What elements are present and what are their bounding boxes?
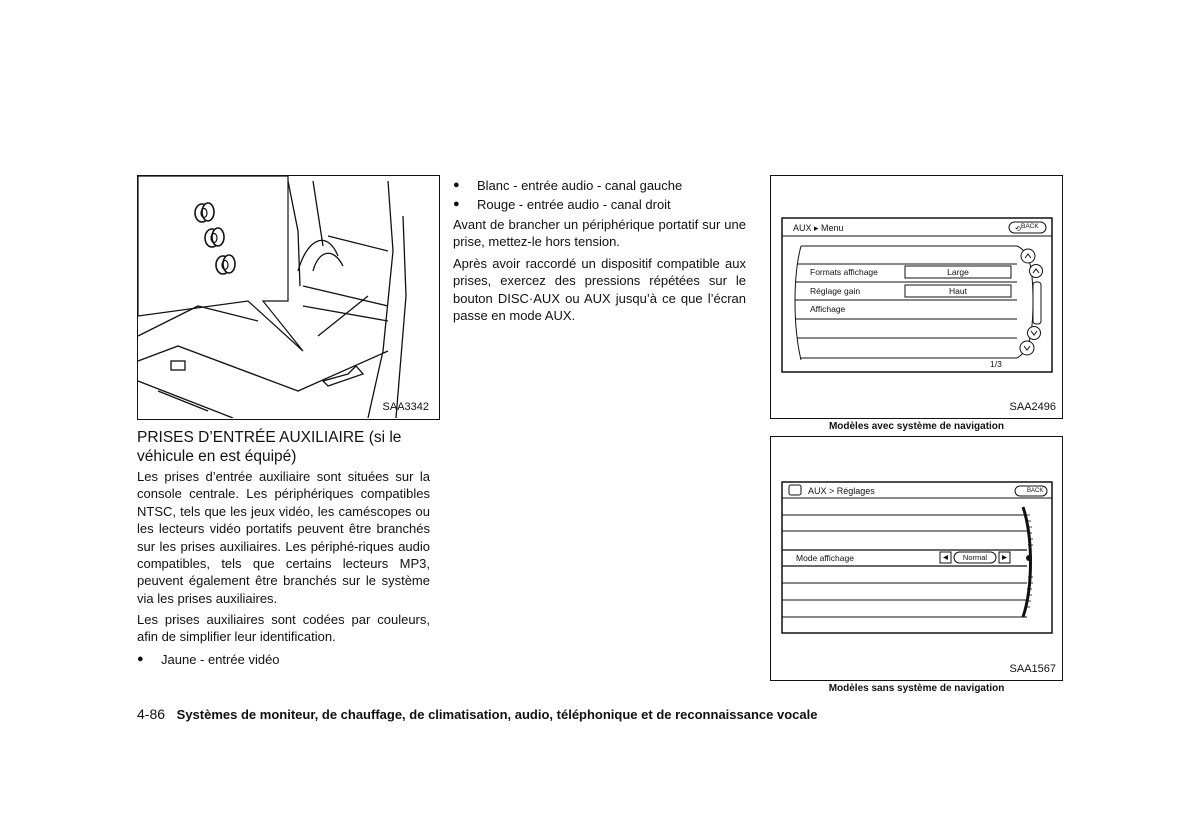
- row-label-mode-affichage[interactable]: Mode affichage: [796, 553, 854, 563]
- nonav-screen-figure: [770, 436, 1063, 681]
- figure-code: SAA3342: [382, 401, 429, 413]
- row-label-affichage[interactable]: Affichage: [810, 304, 846, 314]
- bullet-dot-icon: ●: [453, 198, 460, 210]
- footer-title: Systèmes de moniteur, de chauffage, de climatisation, audio, téléphonique et de reconnaissance vocale: [176, 707, 818, 722]
- bullet-yellow-video: ● Jaune - entrée vidéo: [137, 652, 280, 667]
- nav-aux-menu-screen: [771, 176, 1061, 417]
- paragraph-location: Les prises d’entrée auxiliaire sont situées sur la console centrale. Les périphériques compatibles NTSC, tels que les jeux vidéo, les caméscopes ou les lecteurs vidéo portatifs peuvent être branchés sur les prises auxiliaires. Les périphé-riques audio compatibles, tels que certains lecteurs MP3, peuvent également être branchés sur le système via les prises auxiliaires.: [137, 469, 430, 606]
- section-heading-line-1: PRISES D’ENTRÉE AUXILIAIRE (si le: [137, 429, 402, 446]
- paragraph-aux-mode: Après avoir raccordé un dispositif compatible aux prises, exercez des pressions répétées sur le bouton DISC·AUX ou AUX jusqu’à ce que l’écran passe en mode AUX.: [453, 256, 746, 324]
- paragraph-color-coding: Les prises auxiliaires sont codées par couleurs, afin de simplifier leur identification.: [137, 612, 430, 645]
- back-button[interactable]: BACK: [1027, 488, 1044, 494]
- paragraph-power-off: Avant de brancher un périphérique portatif sur une prise, mettez-le hors tension.: [453, 217, 746, 250]
- page-footer: [137, 706, 817, 722]
- row-value-formats-affichage[interactable]: Large: [947, 267, 969, 277]
- mode-affichage-value[interactable]: Normal: [962, 553, 988, 562]
- back-button[interactable]: BACK: [1021, 223, 1039, 230]
- nav-screen-figure: [770, 175, 1063, 419]
- row-label-formats-affichage[interactable]: Formats affichage: [810, 267, 878, 277]
- nav-screen-caption: Modèles avec système de navigation: [828, 421, 1005, 432]
- nonav-screen-caption: Modèles sans système de navigation: [828, 683, 1005, 694]
- bullet-dot-icon: ●: [137, 653, 144, 665]
- section-heading: [137, 428, 437, 466]
- page-number: 4-86: [137, 706, 166, 722]
- figure-code: SAA1567: [1009, 663, 1056, 675]
- row-label-reglage-gain[interactable]: Réglage gain: [810, 286, 861, 296]
- console-illustration-figure: [137, 175, 440, 420]
- aux-jacks-console-illustration: [138, 176, 438, 418]
- figure-code: SAA2496: [1009, 401, 1056, 413]
- svg-text:⟲: ⟲: [1015, 226, 1021, 233]
- nav-screen-title: AUX ▸ Menu: [793, 223, 844, 233]
- page-indicator: 1/3: [990, 359, 1002, 369]
- bullet-dot-icon: ●: [453, 179, 460, 191]
- row-value-reglage-gain[interactable]: Haut: [949, 286, 967, 296]
- section-heading-line-2: véhicule en est équipé): [137, 448, 297, 465]
- bullet-red-right-audio: ● Rouge - entrée audio - canal droit: [453, 197, 671, 212]
- nonav-screen-title: AUX > Réglages: [808, 486, 875, 496]
- bullet-white-left-audio: ● Blanc - entrée audio - canal gauche: [453, 178, 683, 193]
